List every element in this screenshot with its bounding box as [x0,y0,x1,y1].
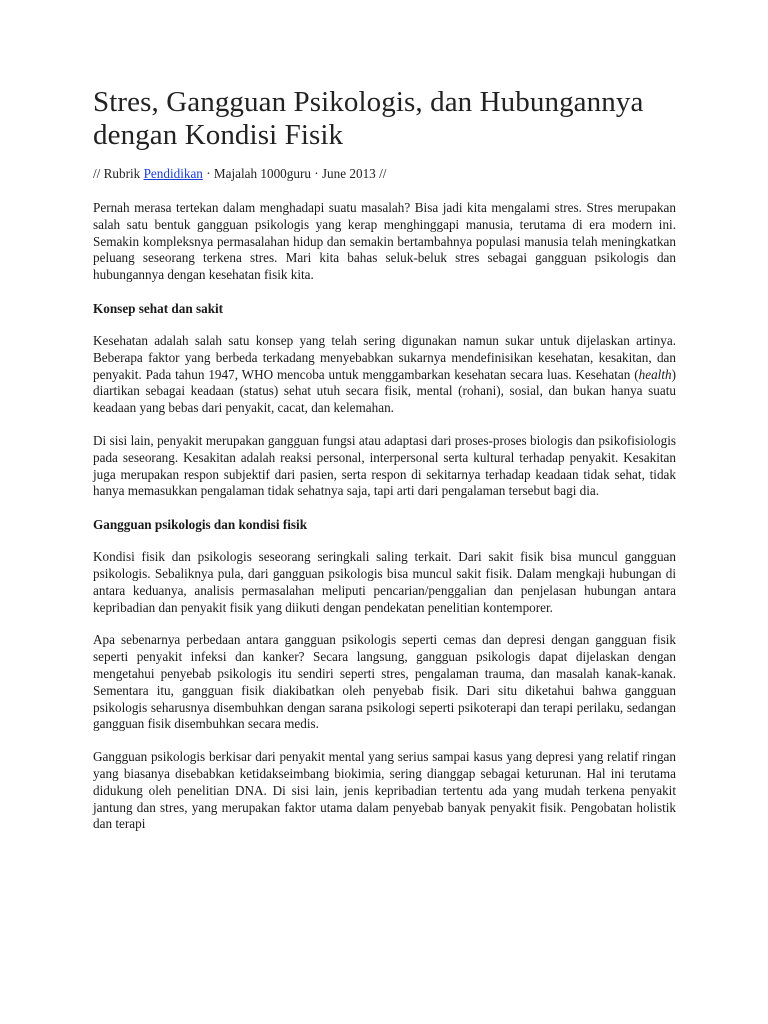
article-title: Stres, Gangguan Psikologis, dan Hubungannya dengan Kondisi Fisik [93,86,644,151]
meta-prefix: // Rubrik [93,166,141,181]
paragraph-text: Kesehatan adalah salah satu konsep yang telah sering digunakan namun sukar untuk dijelaskan artinya. Beberapa faktor yang berbeda terkadang menyebabkan sukarnya mendefinisikan kesehatan, kesakitan, dan penyakit. Pada tahun 1947, WHO mencoba untuk menggambarkan kesehatan secara luas. Kesehatan ( [93,332,676,382]
section-heading-konsep: Konsep sehat dan sakit [93,300,224,316]
paragraph-kondisi-fisik: Kondisi fisik dan psikologis seseorang seringkali saling terkait. Dari sakit fisik bisa muncul gangguan psikologis. Sebaliknya pula, dari gangguan psikologis bisa muncul sakit fisik. Dalam mengkaji hubungan di antara keduanya, analisis permasalahan meliputi pencarian/penggalian dan penjelasan hubungan antara kepribadian dan penyakit fisik yang diikuti dengan pendekatan penelitian kontemporer. [93,549,676,615]
article-meta [93,165,676,182]
paragraph-perbedaan: Apa sebenarnya perbedaan antara gangguan psikologis seperti cemas dan depresi dengan gangguan fisik seperti penyakit infeksi dan kanker? Secara langsung, gangguan psikologis dapat dijelaskan dengan mengetahui penyebab psikologis itu sendiri seperti stres, pengalaman trauma, dan masalah kanak-kanak. Sementara itu, gangguan fisik diakibatkan oleh penyebab fisik. Dari situ diketahui bahwa gangguan psikologis seharusnya disembuhkan dengan sarana psikologi seperti psikoterapi dan terapi perilaku, sedangan gangguan fisik disembuhkan secara medis. [93,632,676,732]
italic-term: health [638,366,672,382]
paragraph-text: ) diartikan sebagai keadaan (status) sehat utuh secara fisik, mental (rohani), sosial, dan bukan hanya suatu keadaan yang bebas dari penyakit, cacat, dan kelemahan. [93,366,676,416]
section-heading-gangguan: Gangguan psikologis dan kondisi fisik [93,517,308,533]
meta-suffix: · Majalah 1000guru · June 2013 // [206,166,387,181]
category-link[interactable]: Pendidikan [143,166,203,181]
intro-paragraph: Pernah merasa tertekan dalam menghadapi suatu masalah? Bisa jadi kita mengalami stres. Stres merupakan salah satu bentuk gangguan psikologis yang kerap menghinggapi manusia, terutama di era modern ini. Semakin kompleksnya permasalahan hidup dan semakin bertambahnya populasi manusia telah meningkatkan peluang seseorang terkena stres. Mari kita bahas seluk-beluk stres sebagai gangguan psikologis dan hubungannya dengan kesehatan fisik kita. [93,200,676,283]
paragraph-penyakit: Di sisi lain, penyakit merupakan gangguan fungsi atau adaptasi dari proses-proses biologis dan psikofisiologis pada seseorang. Kesakitan adalah reaksi personal, interpersonal serta kultural terhadap penyakit. Kesakitan juga merupakan respon subjektif dari pasien, serta respon di sekitarnya terhadap keadaan tidak sehat, tidak hanya memasukkan pengalaman tidak sehatnya saja, tapi arti dari pengalaman tersebut bagi dia. [93,432,676,499]
paragraph-kesehatan [93,333,676,417]
paragraph-gangguan-psikologis: Gangguan psikologis berkisar dari penyakit mental yang serius sampai kasus yang depresi yang relatif ringan yang biasanya disebabkan ketidakseimbang biokimia, sering dianggap sebagai keturunan. Hal ini terutama didukung oleh penelitian DNA. Di sisi lain, jenis kepribadian tertentu ada yang mudah terkena penyakit jantung dan stres, yang merupakan faktor utama dalam penyebab banyak penyakit fisik. Pengobatan holistik dan terapi [93,749,676,832]
